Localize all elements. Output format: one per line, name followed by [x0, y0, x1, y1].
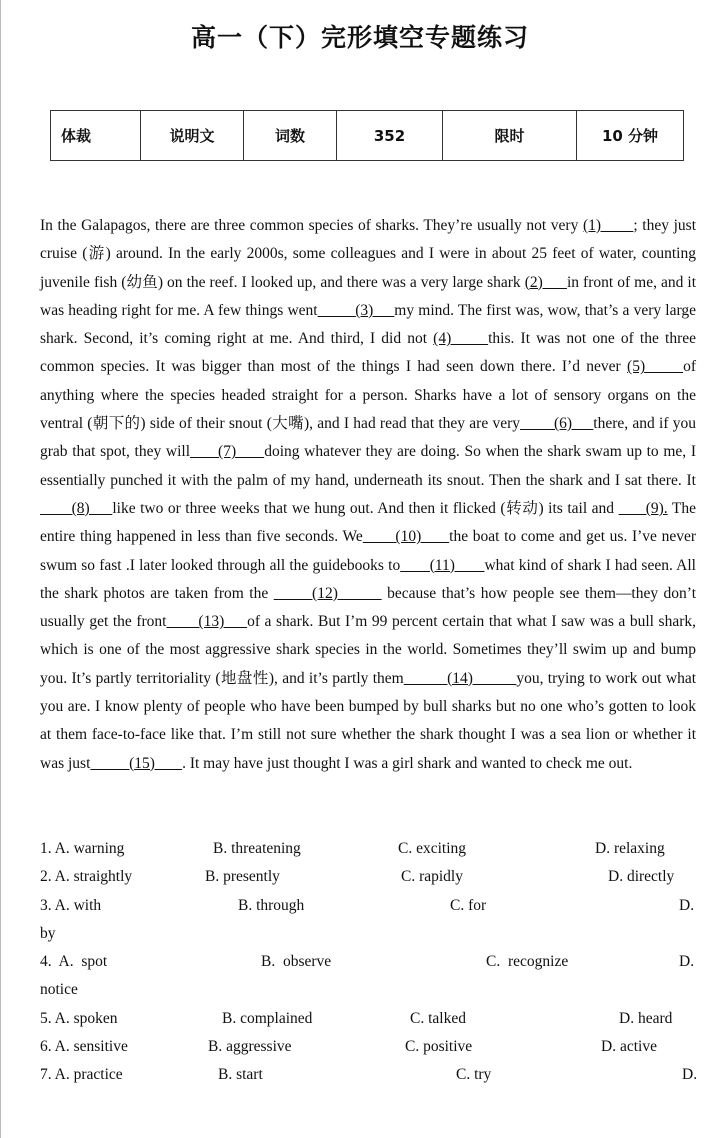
- option-d: D.: [679, 896, 695, 914]
- question-4-options-wrap: [40, 977, 700, 1005]
- answer-options: [40, 836, 700, 1091]
- passage-text: because that’s how people see them—they don’t usually get the front: [40, 584, 696, 631]
- blank-6: (6): [520, 415, 594, 433]
- option-b: B. threatening: [213, 840, 301, 857]
- blank-3: (3): [317, 301, 395, 319]
- option-b: B. start: [218, 1066, 263, 1084]
- option-a: 4. A. spot: [40, 953, 108, 971]
- passage-text: my mind. The first was, wow, that’s a very large shark. Second, it’s coming right at me. And third, I did not: [40, 301, 697, 348]
- passage-text: the boat to come and get us. I’ve never swum so fast .I later looked through all the guidebooks to: [40, 528, 697, 574]
- passage-text: you, trying to work out what you are. I know plenty of people who have been bumped by bull sharks but no one who’s gotten to look at them face-to-face like that. I’m still not sure whether the shark thought I was a sea lion or whether it was just: [40, 669, 697, 772]
- option-a: 2. A. straightly: [40, 868, 133, 886]
- blank-5: (5): [627, 358, 684, 376]
- blank-9: (9).: [618, 499, 668, 517]
- option-b: B. complained: [222, 1009, 313, 1027]
- question-5-options: [40, 1006, 700, 1034]
- option-a: 5. A. spoken: [40, 1009, 118, 1027]
- blank-1: (1): [582, 217, 634, 234]
- passage-text: . It may have just thought I was a girl shark and wanted to check me out.: [182, 754, 633, 772]
- option-a: 3. A. with: [40, 896, 102, 914]
- passage-text: what kind of shark I had seen. All the shark photos are taken from the: [40, 556, 696, 602]
- blank-15: (15): [90, 754, 183, 772]
- time-limit-label: 限时: [443, 111, 577, 161]
- genre-value: 说明文: [141, 111, 244, 161]
- option-c: C. exciting: [398, 840, 467, 857]
- cloze-passage: [40, 212, 696, 778]
- option-d: D. active: [601, 1038, 657, 1056]
- blank-4: (4): [433, 330, 489, 348]
- option-c: C. try: [456, 1066, 492, 1084]
- option-a: 1. A. warning: [40, 840, 125, 857]
- passage-text: ; they just cruise (游) around. In the early 2000s, some colleagues and I were in about 25 feet of water, counting juvenile fish (幼鱼) on the reef. I looked up, and there was a very large shark: [40, 217, 696, 291]
- option-d-continued: notice: [40, 981, 78, 999]
- word-count-label: 词数: [244, 111, 337, 161]
- option-a: 7. A. practice: [40, 1066, 123, 1084]
- question-4-options: [40, 949, 700, 977]
- passage-text: doing whatever they are doing. So when the shark swam up to me, I essentially punched it with the palm of my hand, underneath its snout. Then the shark and I sat there. It: [40, 443, 697, 489]
- option-c: C. talked: [410, 1009, 466, 1027]
- word-count-value: 352: [337, 111, 443, 161]
- question-6-options: [40, 1034, 700, 1062]
- page-edge: [0, 0, 1, 1138]
- option-d: D.: [679, 953, 695, 971]
- option-c: C. positive: [405, 1038, 473, 1056]
- blank-10: (10): [362, 528, 450, 546]
- question-1-options: [40, 836, 700, 864]
- blank-13: (13): [166, 613, 248, 631]
- question-7-options: [40, 1062, 700, 1090]
- passage-text: In the Galapagos, there are three common species of sharks. They’re usually not very: [40, 217, 583, 234]
- question-2-options: [40, 864, 700, 892]
- option-d: D.: [682, 1066, 698, 1084]
- passage-text: of anything where the species headed straight for a person. Sharks have a lot of sensory organs on the ventral (朝下的) side of their snout (大嘴), and I had read that they are very: [40, 358, 696, 433]
- info-table: [50, 110, 684, 161]
- option-d-continued: by: [40, 924, 56, 942]
- time-limit-value: 10 分钟: [577, 111, 684, 161]
- passage-text: of a shark. But I’m 99 percent certain that what I saw was a bull shark, which is one of the most aggressive shark species in the world. Sometimes they’ll swim up and bump you. It’s partly territoriality (地盘性), and it’s partly them: [40, 613, 696, 687]
- passage-text: like two or three weeks that we hung out. And then it flicked (转动) its tail and: [112, 499, 619, 517]
- blank-11: (11): [400, 556, 485, 574]
- passage-text: in front of me, and it was heading right for me. A few things went: [40, 273, 696, 319]
- option-c: C. recognize: [486, 953, 569, 971]
- option-d: D. heard: [619, 1009, 673, 1027]
- option-b: B. observe: [261, 953, 332, 971]
- option-a: 6. A. sensitive: [40, 1038, 128, 1056]
- option-c: C. for: [450, 896, 487, 914]
- blank-12: (12): [273, 584, 382, 602]
- blank-2: (2): [524, 273, 567, 291]
- option-c: C. rapidly: [401, 868, 463, 886]
- blank-7: (7): [190, 443, 265, 461]
- option-d: D. directly: [608, 868, 675, 886]
- option-d: D. relaxing: [595, 840, 665, 857]
- option-b: B. presently: [205, 868, 280, 886]
- question-3-options-wrap: [40, 921, 700, 949]
- genre-label: 体裁: [51, 111, 141, 161]
- passage-text: The entire thing happened in less than five seconds. We: [40, 499, 696, 546]
- passage-text: there, and if you grab that spot, they will: [40, 415, 696, 461]
- question-3-options: [40, 893, 700, 921]
- page-title: 高一（下）完形填空专题练习: [190, 23, 529, 52]
- blank-14: (14): [403, 669, 517, 687]
- option-b: B. aggressive: [208, 1038, 292, 1056]
- passage-text: this. It was not one of the three common species. It was bigger than most of the things I had seen down there. I’d never: [40, 330, 696, 376]
- option-b: B. through: [238, 896, 305, 914]
- blank-8: (8): [40, 499, 113, 517]
